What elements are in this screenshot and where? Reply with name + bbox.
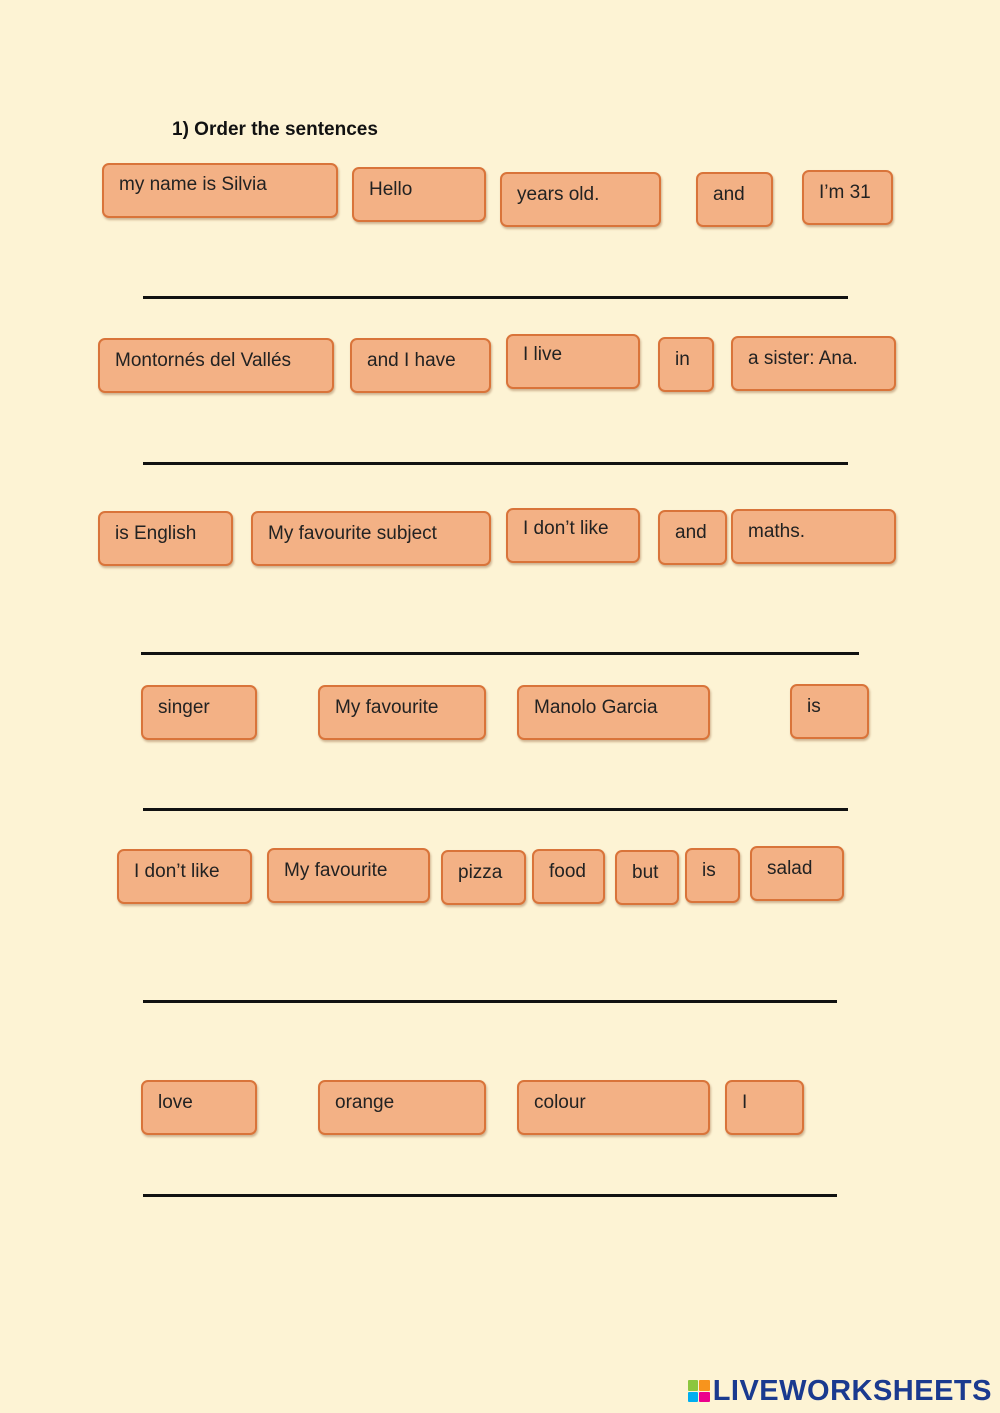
- answer-line[interactable]: [143, 462, 848, 465]
- word-tile[interactable]: my name is Silvia: [102, 163, 338, 218]
- word-tile[interactable]: in: [658, 337, 714, 392]
- word-tile[interactable]: Hello: [352, 167, 486, 222]
- word-tile[interactable]: I don’t like: [117, 849, 252, 904]
- word-tile[interactable]: I’m 31: [802, 170, 893, 225]
- logo-text: LIVEWORKSHEETS: [712, 1374, 992, 1407]
- word-tile[interactable]: is English: [98, 511, 233, 566]
- answer-line[interactable]: [143, 296, 848, 299]
- word-tile[interactable]: and I have: [350, 338, 491, 393]
- word-tile[interactable]: I don’t like: [506, 508, 640, 563]
- word-tile[interactable]: I: [725, 1080, 804, 1135]
- word-tile[interactable]: pizza: [441, 850, 526, 905]
- word-tile[interactable]: Manolo Garcia: [517, 685, 710, 740]
- word-tile[interactable]: is: [685, 848, 740, 903]
- word-tile[interactable]: I live: [506, 334, 640, 389]
- word-tile[interactable]: and: [658, 510, 727, 565]
- word-tile[interactable]: years old.: [500, 172, 661, 227]
- word-tile[interactable]: maths.: [731, 509, 896, 564]
- word-tile[interactable]: My favourite subject: [251, 511, 491, 566]
- word-tile[interactable]: love: [141, 1080, 257, 1135]
- answer-line[interactable]: [141, 652, 859, 655]
- exercise-title: 1) Order the sentences: [172, 119, 378, 140]
- word-tile[interactable]: My favourite: [318, 685, 486, 740]
- word-tile[interactable]: food: [532, 849, 605, 904]
- word-tile[interactable]: orange: [318, 1080, 486, 1135]
- word-tile[interactable]: singer: [141, 685, 257, 740]
- answer-line[interactable]: [143, 1194, 837, 1197]
- word-tile[interactable]: but: [615, 850, 679, 905]
- answer-line[interactable]: [143, 1000, 837, 1003]
- logo-mark-icon: [688, 1380, 710, 1402]
- word-tile[interactable]: salad: [750, 846, 844, 901]
- answer-line[interactable]: [143, 808, 848, 811]
- liveworksheets-logo: [688, 1375, 992, 1407]
- word-tile[interactable]: colour: [517, 1080, 710, 1135]
- word-tile[interactable]: is: [790, 684, 869, 739]
- word-tile[interactable]: a sister: Ana.: [731, 336, 896, 391]
- word-tile[interactable]: and: [696, 172, 773, 227]
- word-tile[interactable]: My favourite: [267, 848, 430, 903]
- word-tile[interactable]: Montornés del Vallés: [98, 338, 334, 393]
